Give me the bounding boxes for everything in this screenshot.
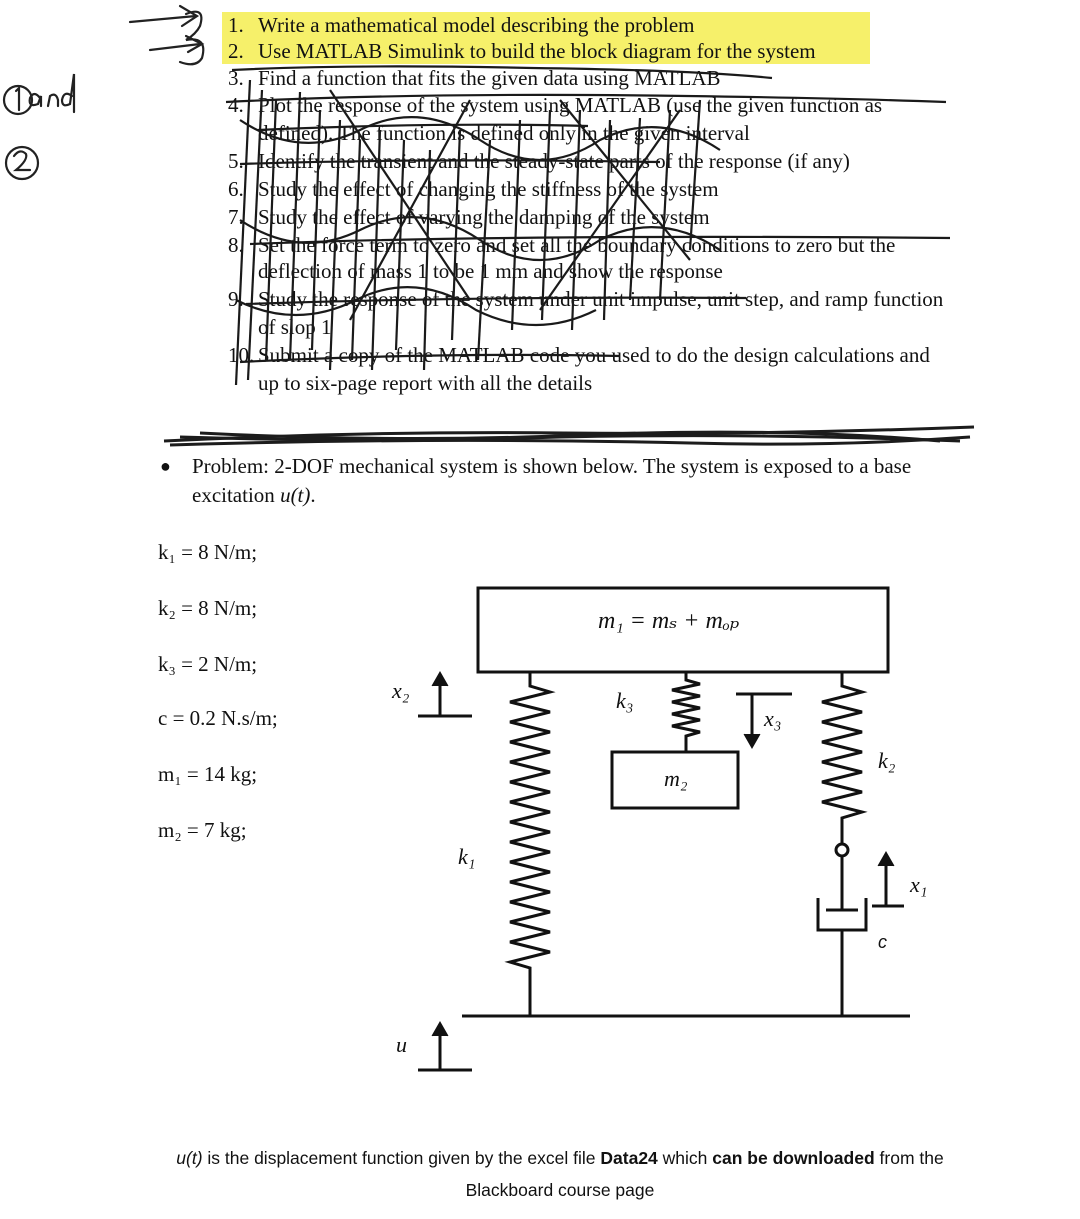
problem-statement: Problem: 2-DOF mechanical system is shown below. The system is exposed to a base excitation u(t). [192,454,912,507]
x3-label: x₃ [764,706,782,731]
task-4: 4. Plot the response of the system using MATLAB (use the given function as [228,93,883,117]
task-1: 1. Write a mathematical model describing the problem [228,13,695,37]
footer-note: u(t) is the displacement function given by the excel file Data24 which can be downloaded from the Blackboard course page [176,1148,944,1200]
param-k1: k₁ = 8 N/m; [158,540,258,564]
task-9-cont: of slop 1 [258,315,332,339]
damper-cylinder [818,898,866,930]
spring-k2 [822,672,862,844]
spring-k3 [672,672,700,752]
node-circle [836,844,848,856]
param-m2: m₂ = 7 kg; [158,818,247,842]
c-label: c [878,932,887,952]
scribble-crossout [0,0,1080,450]
m2-label: m₂ [664,766,688,791]
task-9: 9. Study the response of the system under unit impulse, unit step, and ramp function [228,287,944,311]
x2-label: x₂ [392,678,410,703]
param-m1: m₁ = 14 kg; [158,762,258,786]
k3-label: k₃ [616,688,634,713]
task-6: 6. Study the effect of changing the stiffness of the system [228,177,719,201]
task-10: 10. Submit a copy of the MATLAB code you used to do the design calculations and [228,343,930,367]
u-label: u [396,1032,407,1057]
redacted-line [160,425,980,451]
task-2: 2. Use MATLAB Simulink to build the block diagram for the system [228,39,816,63]
k2-label: k₂ [878,748,896,773]
spring-k1 [510,672,550,1016]
task-8-cont: deflection of mass 1 to be 1 mm and show the response [258,259,723,283]
task-3: 3. Find a function that fits the given data using MATLAB [228,66,721,90]
task-10-cont: up to six-page report with all the details [258,371,593,395]
param-k3: k₃ = 2 N/m; [158,652,258,676]
task-7: 7. Study the effect of varying the damping of the system [228,205,710,229]
task-5: 5. Identify the transient and the steady-state parts of the response (if any) [228,149,850,173]
param-k2: k₂ = 8 N/m; [158,596,258,620]
task-4-cont: defined). The function is defined only in the given interval [258,121,750,145]
param-c: c = 0.2 N.s/m; [158,706,278,730]
m1-label: m₁ = mₛ + mₒₚ [598,608,740,634]
task-8: 8. Set the force term to zero and set all the boundary conditions to zero but the [228,233,896,257]
bullet: ● [160,456,171,476]
x1-label: x₁ [910,872,928,897]
k1-label: k₁ [458,844,476,869]
